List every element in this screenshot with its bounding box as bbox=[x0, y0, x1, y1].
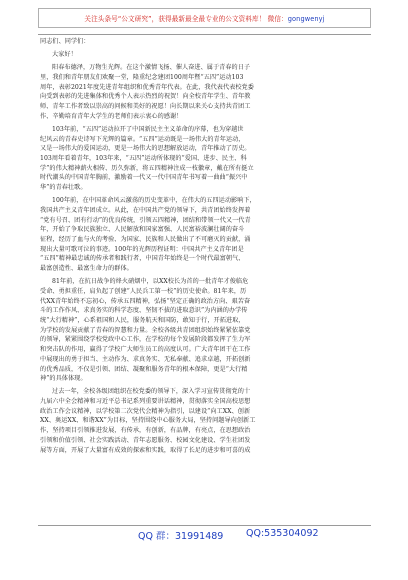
wechat-id: gongwenyj bbox=[287, 15, 325, 23]
paragraph-line: 代XX青年始终不忘初心，传承五四精神，弘扬“坚定正确的政治方向、艰苦奋 bbox=[40, 297, 251, 305]
paragraph-line: 向受到表彰的先进集体和优秀个人表示热烈的祝贺！向全校青年学生、青年教 bbox=[40, 93, 251, 101]
paragraph-line: 100年前，在中国革命风云激荡的历史变革中，在伟大的五四运动影响下， bbox=[52, 197, 256, 205]
qq-group-number: QQ 群：31991489 bbox=[138, 531, 224, 542]
promo-banner-text bbox=[84, 13, 324, 23]
paragraph-line: 103年前，“五四”运动拉开了中国新民主主义革命的序幕，也为穿越世 bbox=[52, 126, 244, 133]
document-body bbox=[40, 37, 368, 523]
paragraph-line: 统“大行精神”，心系祖国和人民，服务航天和国防，敢知于行，开拓进取， bbox=[40, 317, 245, 325]
paragraph-line: 为学校的发展贡献了青春的智慧和力量。全校各级共青团组织始终紧紧依靠党 bbox=[40, 326, 251, 334]
paragraph-line: 年，开始了争取民族独立、人民解放和国家富强、人民富裕波澜壮阔的奋斗 bbox=[40, 226, 245, 234]
greeting: 大家好！ bbox=[52, 51, 77, 59]
paragraph-line: 神”的具体体现。 bbox=[40, 375, 87, 383]
paragraph-line: 的领导，紧紧围绕学校党政中心工作，在学校的每个发展阶段都发挥了生力军 bbox=[40, 336, 251, 344]
paragraph-line: 和突击队的作用，赢得了学校广大师生员工的高度认可。广大青年团干在工作 bbox=[40, 346, 251, 354]
qq-contact-number: QQ:535304092 bbox=[246, 528, 319, 539]
paragraph-line: 展等方面，开展了大量富有成效的探索和实践，取得了长足的进步和可喜的成 bbox=[40, 446, 251, 454]
paragraph-line: 学”的伟大精神薪火相传、历久弥新，将五四精神注成一枝徽章，戴在所有挺立 bbox=[40, 164, 254, 172]
paragraph-line: 现出大量可歌可泣的事迹。100年的光辉历程证明：中国共产主义青年团是 bbox=[40, 245, 244, 253]
paragraph-line: 81年前，在抗日战争的烽火硝烟中，以XX校长为首的一批青年才俊临危 bbox=[52, 278, 249, 286]
paragraph-line: 最富创造性、最富生命力的群体。 bbox=[40, 265, 133, 273]
paragraph-line: 里，我们和青年朋友们欢聚一堂，隆重纪念建团100周年暨“五四”运动103 bbox=[40, 74, 244, 82]
paragraph-line: 师、青年工作者致以崇高的问候和美好的祝愿！向长期以来关心支持共青团工 bbox=[40, 103, 251, 111]
paragraph-line: 的优秀品质，不仅是引领、团结、凝聚和服务青年的根本保障，更是“大行精 bbox=[40, 365, 248, 373]
paragraph-line: 作、辛勤培育青年大学生的老师们表示衷心的感谢！ bbox=[40, 112, 183, 120]
banner-message: 关注头条号“公文研究”，获得最新最全最专业的公文资料库！ bbox=[84, 15, 266, 23]
wechat-label: 微信： bbox=[267, 15, 288, 23]
paragraph-line: 我国共产主义青年团成立。从此，在中国共产党的领导下，共青团始终发挥着 bbox=[40, 207, 251, 214]
paragraph-line: XX、奥运XX、和谐XX”为目标，坚持围绕中心服务大局，坚持问题导向创新工 bbox=[40, 417, 256, 425]
paragraph-line: 九届六中全会精神和习近平总书记系列重要讲话精神，贯彻落实全国高校思想 bbox=[40, 398, 251, 406]
paragraph-line: 受命、勇担重任，肩负起了创建“人民兵工第一校”的历史使命。81年来，历 bbox=[40, 288, 247, 295]
footer-rule bbox=[38, 525, 371, 526]
promo-banner bbox=[38, 8, 371, 28]
paragraph-line: 过去一年，全校各级团组织在校党委的领导下，深入学习宣传贯彻党的十 bbox=[52, 388, 251, 396]
paragraph-line: 103周年看着青年，103年来，“五四”运动所体现的“爱国、进步、民主、科 bbox=[40, 155, 247, 163]
paragraph-line: 斗的工作作风、求真务实的科学态度、坚韧不拔的进取意识”为内涵的办学传 bbox=[40, 307, 248, 315]
paragraph-line: “五四”精神最忠诚的传承者和践行者，中国青年始终是一个时代最富朝气、 bbox=[40, 255, 245, 263]
footer bbox=[38, 528, 371, 542]
paragraph-line: 阳春布德泽，万物生光辉。在这个激情飞扬、催人奋进、属于青春的日子 bbox=[52, 64, 251, 72]
paragraph-line: 又是一场伟大的爱国运动，更是一场伟大的思想解放运动，青年推动了历史。 bbox=[40, 145, 251, 153]
paragraph-line: “党有号召、团有行动”的优良传统，引领五四精神，团结和带领一代又一代青 bbox=[40, 216, 251, 224]
header-rule bbox=[38, 34, 371, 35]
paragraph-line: 中展现出的勇于担当、主动作为、求真务实、无私奉献、追求卓越，开拓创新 bbox=[40, 355, 251, 363]
paragraph-line: 华”的青春壮歌。 bbox=[40, 184, 87, 192]
paragraph-line: 时代潮头的中国青年胸前，激励着一代又一代中国青年书写着一曲曲“振兴中 bbox=[40, 174, 248, 182]
paragraph-line: 作，坚持项目引领推进发展，有传承，有创新，有品牌，有亮点，在思想政治 bbox=[40, 427, 251, 435]
paragraph-line: 引领和价值引领、社会实践活动、青年志愿服务、校园文化建设、学生社团发 bbox=[40, 436, 251, 444]
paragraph-line: 纪风云的青春史诗写下光辉的篇章。“五四”运动既是一场伟大的青年运动， bbox=[40, 135, 245, 143]
paragraph-line: 征程，经历了血与火的考验、为国家、民族和人民做出了不可磨灭的贡献，涌 bbox=[40, 236, 251, 244]
paragraph-line: 政治工作会议精神，以学校第二次党代会精神为指引，以建设“向工XX、创新 bbox=[40, 407, 251, 415]
salutation: 同志们、同学们： bbox=[40, 38, 90, 45]
paragraph-line: 周年，表彰2021年度先进青年组织和优秀青年代表。在此，我代表代表校党委 bbox=[40, 83, 254, 91]
